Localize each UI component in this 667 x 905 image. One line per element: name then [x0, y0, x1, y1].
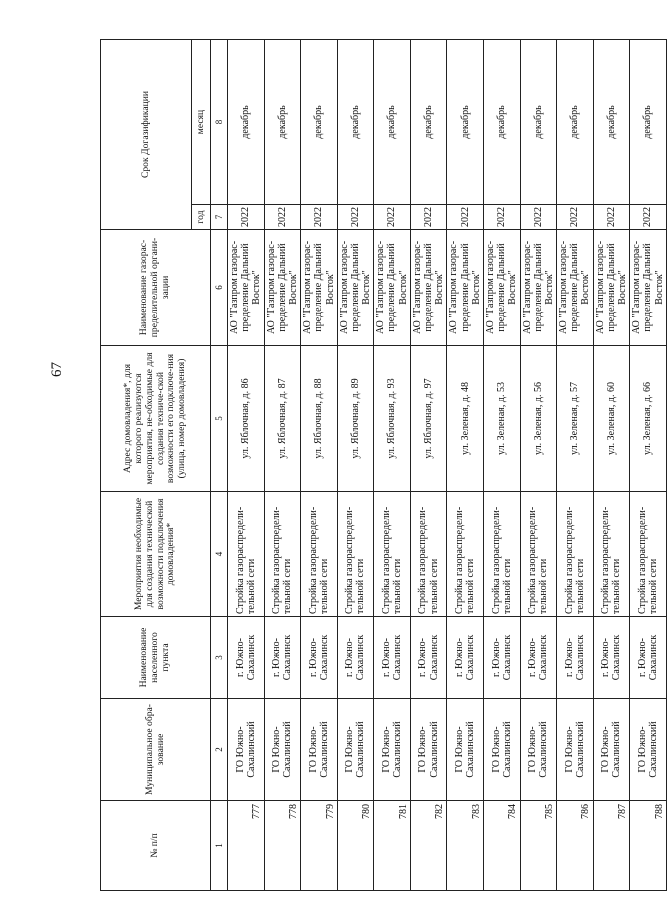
cell-settlement: г. Южно-Сахалинск: [520, 617, 557, 699]
cell-address: ул. Зеленая, д. 60: [593, 346, 630, 492]
cell-year: 2022: [593, 205, 630, 230]
cell-operator: АО "Газпром газорас-пределение Дальний Восток": [337, 230, 374, 346]
cell-month: декабрь: [301, 39, 338, 204]
table-row: [264, 39, 301, 890]
table-row: [410, 39, 447, 890]
cell-municipality: ГО Южно-Сахалинский: [410, 699, 447, 801]
table-row: [301, 39, 338, 890]
rotated-page: [100, 40, 665, 891]
cell-operator: АО "Газпром газорас-пределение Дальний Восток": [483, 230, 520, 346]
cell-address: ул. Зеленая, д. 57: [557, 346, 594, 492]
cell-settlement: г. Южно-Сахалинск: [410, 617, 447, 699]
cell-measures: Стройка газораспредели-тельной сети: [447, 492, 484, 617]
cell-num: 777: [228, 801, 265, 891]
cell-municipality: ГО Южно-Сахалинский: [301, 699, 338, 801]
cell-address: ул. Яблочная, д. 88: [301, 346, 338, 492]
cell-settlement: г. Южно-Сахалинск: [630, 617, 667, 699]
cell-num: 779: [301, 801, 338, 891]
cell-measures: Стройка газораспредели-тельной сети: [483, 492, 520, 617]
cell-month: декабрь: [630, 39, 667, 204]
cell-measures: Стройка газораспредели-тельной сети: [520, 492, 557, 617]
cell-month: декабрь: [374, 39, 411, 204]
header-settlement: Наименование населенного пункта: [101, 617, 211, 699]
cell-address: ул. Зеленая, д. 53: [483, 346, 520, 492]
column-number: 4: [211, 492, 228, 617]
cell-address: ул. Яблочная, д. 89: [337, 346, 374, 492]
page-number: 67: [48, 361, 65, 377]
cell-operator: АО "Газпром газорас-пределение Дальний Восток": [374, 230, 411, 346]
cell-year: 2022: [630, 205, 667, 230]
cell-year: 2022: [228, 205, 265, 230]
cell-month: декабрь: [410, 39, 447, 204]
cell-measures: Стройка газораспредели-тельной сети: [264, 492, 301, 617]
cell-address: ул. Зеленая, д. 48: [447, 346, 484, 492]
cell-operator: АО "Газпром газорас-пределение Дальний Восток": [301, 230, 338, 346]
cell-measures: Стройка газораспредели-тельной сети: [337, 492, 374, 617]
cell-measures: Стройка газораспредели-тельной сети: [374, 492, 411, 617]
cell-address: ул. Зеленая, д. 56: [520, 346, 557, 492]
cell-month: декабрь: [337, 39, 374, 204]
cell-address: ул. Яблочная, д. 93: [374, 346, 411, 492]
cell-address: ул. Яблочная, д. 86: [228, 346, 265, 492]
cell-num: 786: [557, 801, 594, 891]
cell-settlement: г. Южно-Сахалинск: [337, 617, 374, 699]
cell-month: декабрь: [228, 39, 265, 204]
cell-settlement: г. Южно-Сахалинск: [228, 617, 265, 699]
cell-num: 788: [630, 801, 667, 891]
cell-settlement: г. Южно-Сахалинск: [374, 617, 411, 699]
cell-measures: Стройка газораспредели-тельной сети: [557, 492, 594, 617]
column-number: 1: [211, 801, 228, 891]
header-month: месяц: [192, 39, 211, 204]
header-row: [101, 39, 192, 890]
cell-year: 2022: [410, 205, 447, 230]
cell-operator: АО "Газпром газорас-пределение Дальний Восток": [520, 230, 557, 346]
column-number: 5: [211, 346, 228, 492]
cell-settlement: г. Южно-Сахалинск: [264, 617, 301, 699]
cell-measures: Стройка газораспредели-тельной сети: [228, 492, 265, 617]
cell-num: 782: [410, 801, 447, 891]
cell-year: 2022: [557, 205, 594, 230]
gasification-table: [100, 39, 667, 891]
cell-num: 784: [483, 801, 520, 891]
cell-settlement: г. Южно-Сахалинск: [447, 617, 484, 699]
table-row: [557, 39, 594, 890]
cell-address: ул. Яблочная, д. 87: [264, 346, 301, 492]
cell-month: декабрь: [593, 39, 630, 204]
cell-measures: Стройка газораспредели-тельной сети: [301, 492, 338, 617]
cell-municipality: ГО Южно-Сахалинский: [557, 699, 594, 801]
cell-municipality: ГО Южно-Сахалинский: [447, 699, 484, 801]
cell-year: 2022: [301, 205, 338, 230]
table-row: [337, 39, 374, 890]
cell-settlement: г. Южно-Сахалинск: [557, 617, 594, 699]
column-number: 2: [211, 699, 228, 801]
cell-operator: АО "Газпром газорас-пределение Дальний Восток": [593, 230, 630, 346]
cell-operator: АО "Газпром газорас-пределение Дальний Восток": [447, 230, 484, 346]
cell-municipality: ГО Южно-Сахалинский: [374, 699, 411, 801]
cell-num: 785: [520, 801, 557, 891]
cell-year: 2022: [483, 205, 520, 230]
cell-settlement: г. Южно-Сахалинск: [593, 617, 630, 699]
cell-month: декабрь: [483, 39, 520, 204]
cell-operator: АО "Газпром газорас-пределение Дальний Восток": [410, 230, 447, 346]
cell-municipality: ГО Южно-Сахалинский: [593, 699, 630, 801]
cell-num: 778: [264, 801, 301, 891]
cell-municipality: ГО Южно-Сахалинский: [228, 699, 265, 801]
cell-year: 2022: [374, 205, 411, 230]
table-row: [228, 39, 265, 890]
cell-operator: АО "Газпром газорас-пределение Дальний Восток": [630, 230, 667, 346]
column-number: 7: [211, 205, 228, 230]
cell-address: ул. Зеленая, д. 66: [630, 346, 667, 492]
cell-municipality: ГО Южно-Сахалинский: [483, 699, 520, 801]
column-number: 6: [211, 230, 228, 346]
cell-month: декабрь: [447, 39, 484, 204]
cell-municipality: ГО Южно-Сахалинский: [337, 699, 374, 801]
header-deadline: Срок Догазификации: [101, 39, 192, 229]
cell-measures: Стройка газораспредели-тельной сети: [630, 492, 667, 617]
cell-year: 2022: [264, 205, 301, 230]
column-number: 3: [211, 617, 228, 699]
table-row: [630, 39, 667, 890]
column-number: 8: [211, 39, 228, 204]
header-measures: Мероприятия необходимые для создания технической возможности подключения домовладения*: [101, 492, 211, 617]
cell-municipality: ГО Южно-Сахалинский: [520, 699, 557, 801]
column-number-row: [211, 39, 228, 890]
cell-settlement: г. Южно-Сахалинск: [483, 617, 520, 699]
cell-month: декабрь: [264, 39, 301, 204]
table-row: [374, 39, 411, 890]
cell-municipality: ГО Южно-Сахалинский: [264, 699, 301, 801]
header-year: год: [192, 205, 211, 230]
cell-year: 2022: [520, 205, 557, 230]
header-municipality: Муниципальное обра-зование: [101, 699, 211, 801]
cell-month: декабрь: [557, 39, 594, 204]
header-address: Адрес домовладения*, для которого реализуются мероприятия, не-обходимые для создания техниче-ской возможности его подключе-ния (улица, номер домовладения): [101, 346, 211, 492]
cell-num: 783: [447, 801, 484, 891]
cell-measures: Стройка газораспредели-тельной сети: [410, 492, 447, 617]
cell-year: 2022: [447, 205, 484, 230]
cell-year: 2022: [337, 205, 374, 230]
cell-num: 781: [374, 801, 411, 891]
cell-operator: АО "Газпром газорас-пределение Дальний Восток": [264, 230, 301, 346]
header-operator: Наименование газорас-пределительной органи-зации: [101, 230, 211, 346]
cell-month: декабрь: [520, 39, 557, 204]
cell-num: 780: [337, 801, 374, 891]
table-row: [593, 39, 630, 890]
cell-num: 787: [593, 801, 630, 891]
cell-measures: Стройка газораспредели-тельной сети: [593, 492, 630, 617]
table-body: [211, 39, 667, 890]
table-row: [520, 39, 557, 890]
cell-operator: АО "Газпром газорас-пределение Дальний Восток": [228, 230, 265, 346]
cell-settlement: г. Южно-Сахалинск: [301, 617, 338, 699]
table-row: [447, 39, 484, 890]
cell-address: ул. Яблочная, д. 97: [410, 346, 447, 492]
header-num: № п/п: [101, 801, 211, 891]
cell-operator: АО "Газпром газорас-пределение Дальний Восток": [557, 230, 594, 346]
table-row: [483, 39, 520, 890]
cell-municipality: ГО Южно-Сахалинский: [630, 699, 667, 801]
